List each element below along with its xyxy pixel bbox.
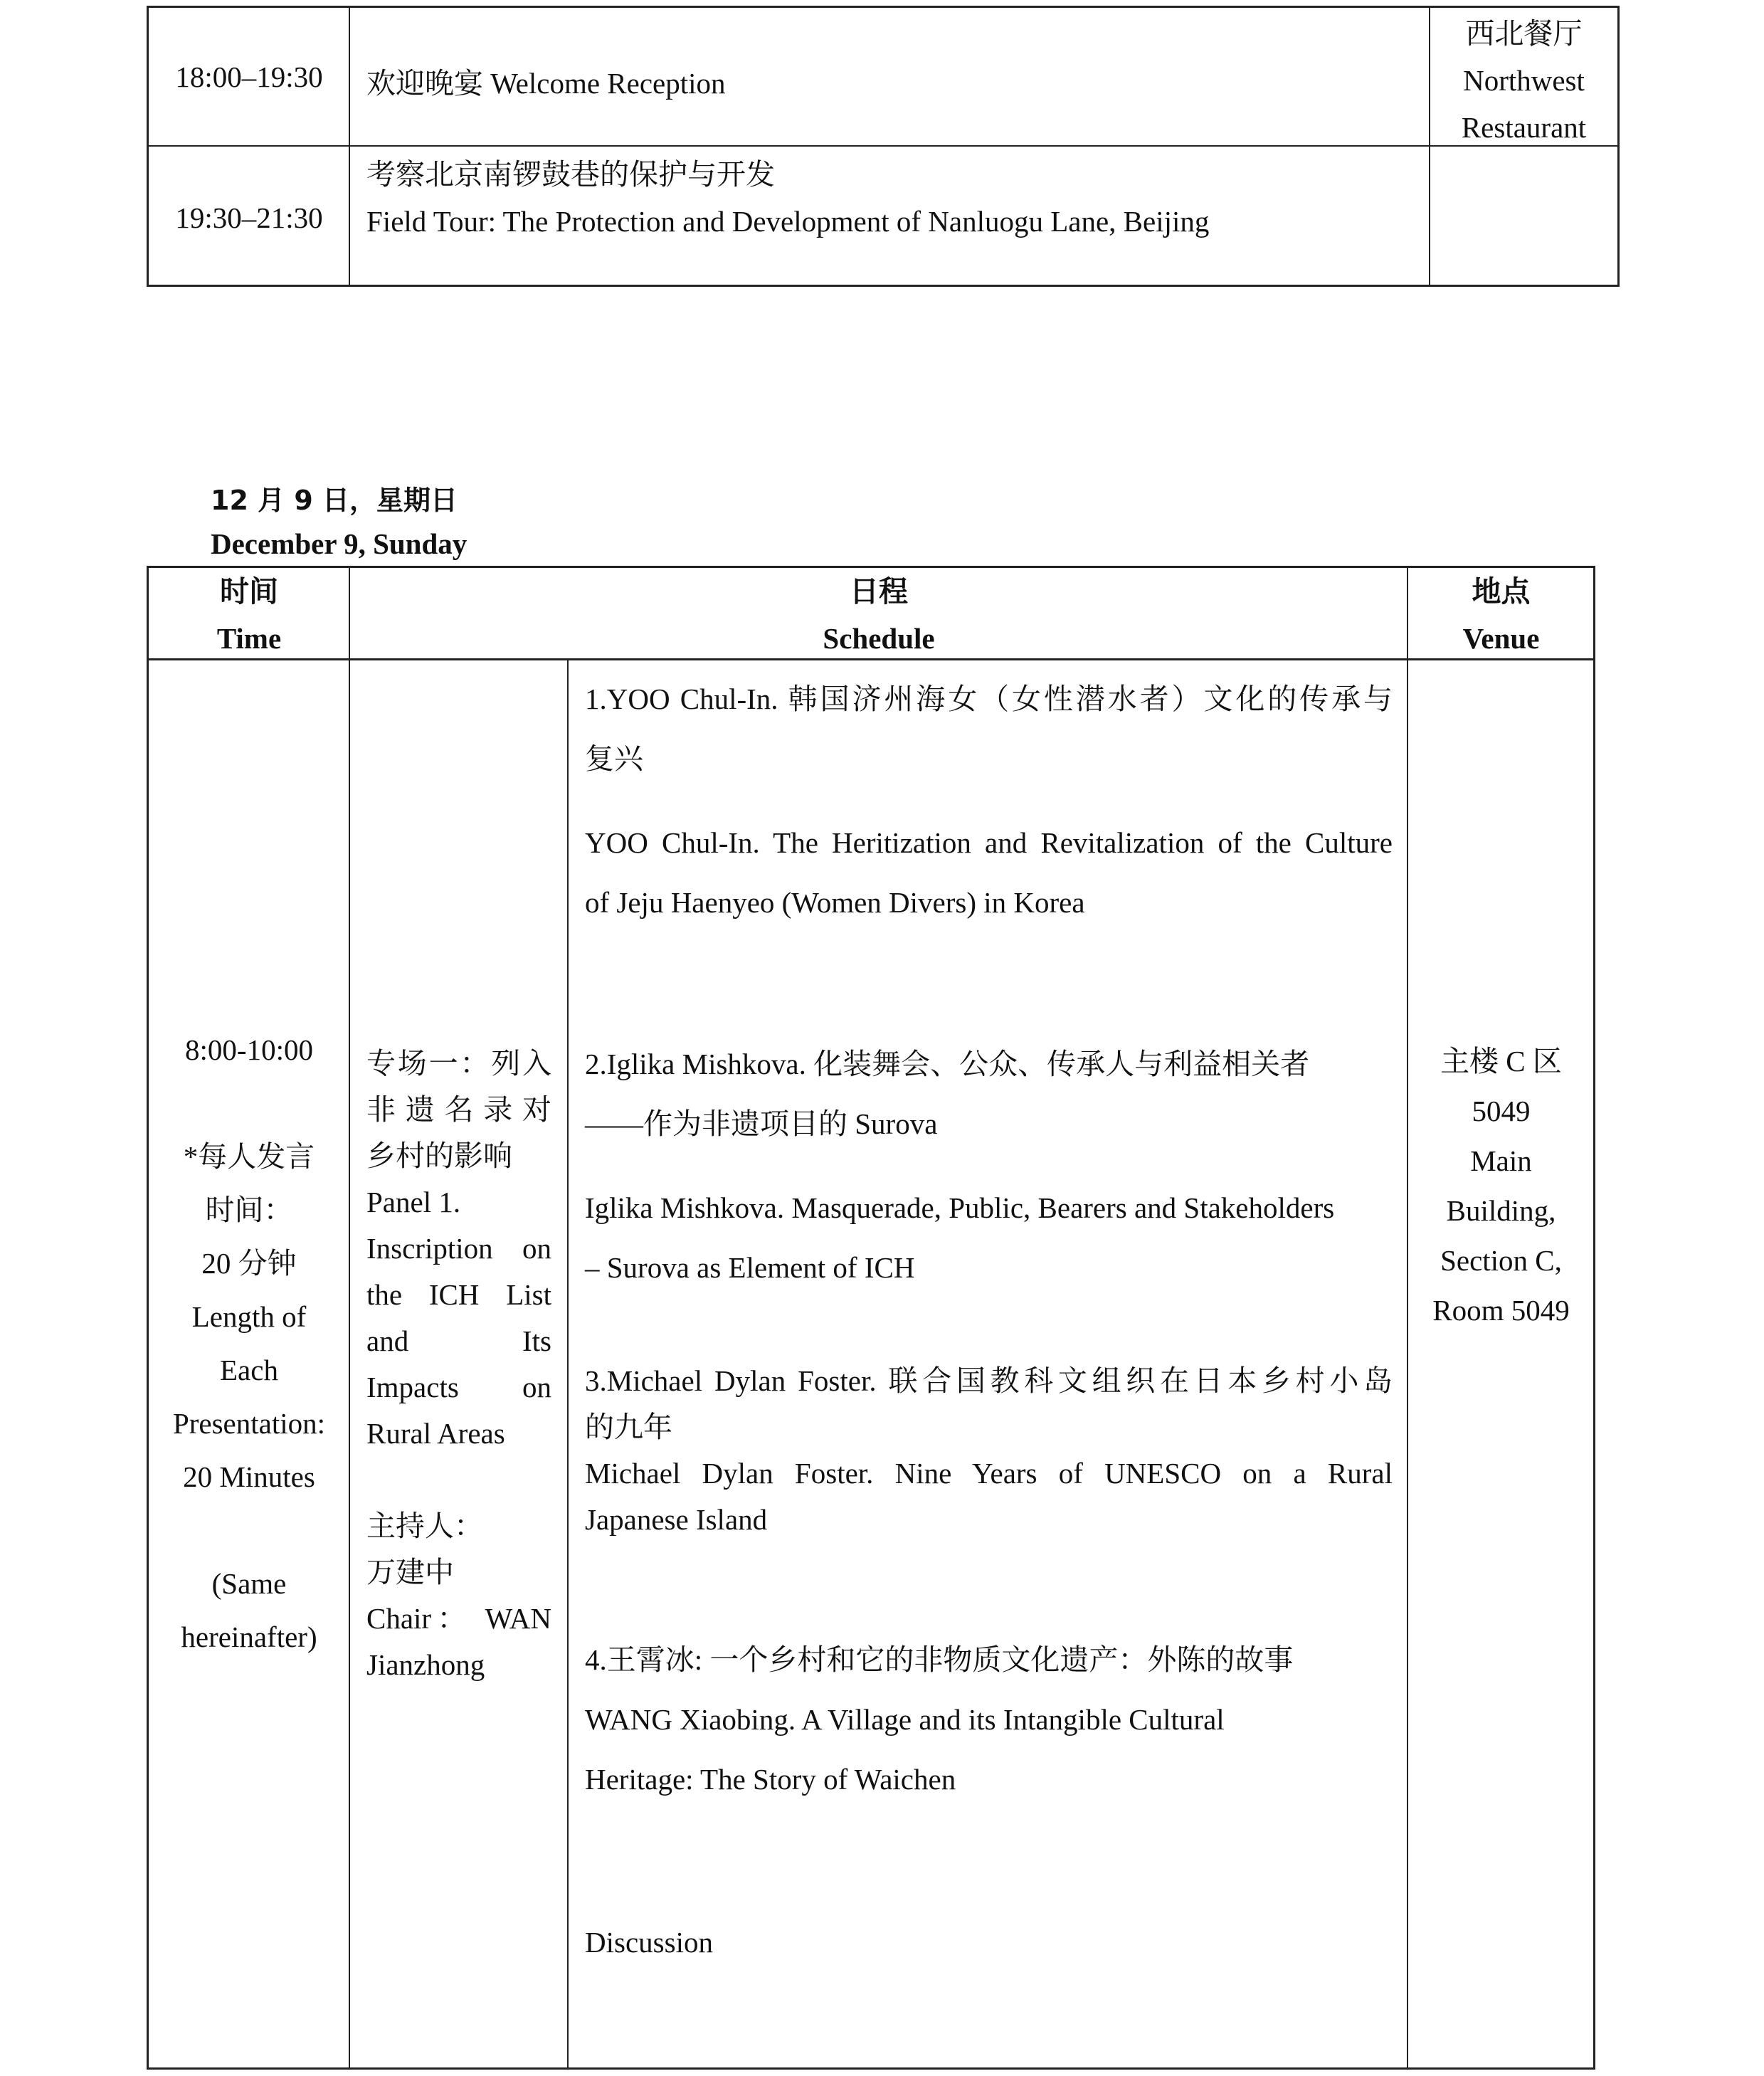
talk-title-en: Michael Dylan Foster. Nine Years of UNESCO on a Rural [585, 1457, 1393, 1490]
venue-line: Room 5049 [1432, 1294, 1570, 1327]
time-line: 20 分钟 [201, 1247, 297, 1280]
talk-title-en: Japanese Island [585, 1503, 768, 1536]
venue-line: Section C, [1440, 1244, 1562, 1277]
row-time: 18:00–19:30 [175, 60, 323, 93]
discussion: Discussion [585, 1926, 713, 1959]
schedule-cn: 考察北京南锣鼓巷的保护与开发 [366, 158, 775, 191]
time-line [149, 1504, 349, 1557]
panel-line: the ICH List [366, 1278, 551, 1311]
panel-line: Rural Areas [366, 1417, 505, 1450]
header-time-en: Time [216, 622, 282, 655]
talk-title-en: Iglika Mishkova. Masquerade, Public, Bearers and Stakeholders [585, 1191, 1335, 1224]
table1-border-left [147, 6, 149, 287]
table1-border-top [147, 6, 1620, 8]
venue-line: 主楼 C 区 [1440, 1045, 1562, 1077]
time-line: *每人发言 [183, 1140, 315, 1173]
table1-col-divider [349, 6, 350, 287]
panel-line: 乡村的影响 [366, 1139, 512, 1172]
session-time [149, 1023, 349, 1664]
talk-2 [585, 1034, 1393, 1297]
table2-col-divider [567, 659, 569, 2070]
header-venue-en: Venue [1462, 622, 1540, 655]
panel-line: Inscription on [366, 1232, 551, 1265]
table1-row-divider [147, 145, 1620, 147]
time-line: Length of [191, 1300, 307, 1333]
header-schedule-en: Schedule [823, 622, 935, 655]
venue-line: 5049 [1472, 1095, 1531, 1127]
table1-border-bottom [147, 285, 1620, 287]
chair-line: Chair： WAN [366, 1602, 551, 1635]
talk-title-cn: 的九年 [585, 1411, 672, 1443]
header-schedule [350, 568, 1407, 662]
talk-title-cn: 4.王霄冰: 一个乡村和它的非物质文化遗产：外陈的故事 [585, 1643, 1294, 1676]
time-line: Presentation: [172, 1407, 326, 1440]
venue-line: Main [1470, 1144, 1532, 1177]
panel-line: 专场一：列入 [366, 1047, 551, 1080]
spacer [585, 1154, 1393, 1178]
talk-title-en: Heritage: The Story of Waichen [585, 1763, 956, 1796]
venue-line: Building, [1446, 1194, 1556, 1227]
talk-title-en: – Surova as Element of ICH [585, 1251, 915, 1284]
panel-info [366, 1040, 551, 1688]
panel-line: Panel 1. [366, 1186, 461, 1218]
header-venue-cn: 地点 [1472, 575, 1531, 608]
time-line: Each [220, 1354, 278, 1386]
spacer [366, 1457, 551, 1503]
talk-title-en: YOO Chul-In. The Heritization and Revitalization of the Culture [585, 826, 1393, 859]
row-schedule [366, 151, 1209, 245]
chair-line: 主持人： [366, 1509, 483, 1542]
time-line: 20 Minutes [183, 1460, 315, 1493]
row-schedule: 欢迎晚宴 Welcome Reception [366, 67, 726, 100]
talk-title-cn: 1.YOO Chul-In. 韩国济州海女（女性潜水者）文化的传承与 [585, 683, 1393, 715]
panel-line: 非遗名录对 [366, 1093, 551, 1126]
venue-en: Restaurant [1461, 111, 1587, 144]
talk-title-en: WANG Xiaobing. A Village and its Intangible Cultural [585, 1703, 1225, 1736]
talk-title-en: of Jeju Haenyeo (Women Divers) in Korea [585, 886, 1085, 919]
talk-title-cn: 3.Michael Dylan Foster. 联合国教科文组织在日本乡村小岛 [585, 1364, 1393, 1397]
venue-cn: 西北餐厅 [1465, 17, 1583, 50]
session-venue [1408, 1036, 1594, 1335]
header-venue [1408, 568, 1594, 662]
chair-line: Jianzhong [366, 1648, 485, 1681]
time-line: (Same [211, 1567, 287, 1600]
schedule-en: Field Tour: The Protection and Development of Nanluogu Lane, Beijing [366, 205, 1210, 238]
time-line: hereinafter) [181, 1621, 317, 1653]
chair-line: 万建中 [366, 1556, 454, 1588]
talk-title-cn: 2.Iglika Mishkova. 化装舞会、公众、传承人与利益相关者 [585, 1048, 1310, 1080]
venue-en: Northwest [1463, 64, 1585, 97]
panel-line: and Its [366, 1324, 551, 1357]
header-schedule-cn: 日程 [850, 575, 908, 608]
header-time-cn: 时间 [220, 575, 278, 608]
time-line: 8:00-10:00 [185, 1033, 313, 1066]
time-line [149, 1077, 349, 1130]
day-title-cn: 12 月 9 日，星期日 [211, 485, 458, 516]
row-venue [1430, 10, 1617, 151]
talk-4 [585, 1630, 1393, 1809]
talk-title-cn: ——作为非遗项目的 Surova [585, 1107, 938, 1140]
spacer [585, 789, 1393, 813]
table1-border-right [1617, 6, 1620, 287]
header-time [149, 568, 349, 662]
talk-3 [585, 1358, 1393, 1543]
talk-title-cn: 复兴 [585, 742, 643, 775]
panel-line: Impacts on [366, 1371, 551, 1403]
talk-1 [585, 669, 1393, 932]
day-title-en: December 9, Sunday [211, 527, 468, 560]
time-line: 时间： [205, 1194, 293, 1226]
row-time: 19:30–21:30 [175, 201, 323, 234]
table2-border-bottom [147, 2067, 1595, 2070]
